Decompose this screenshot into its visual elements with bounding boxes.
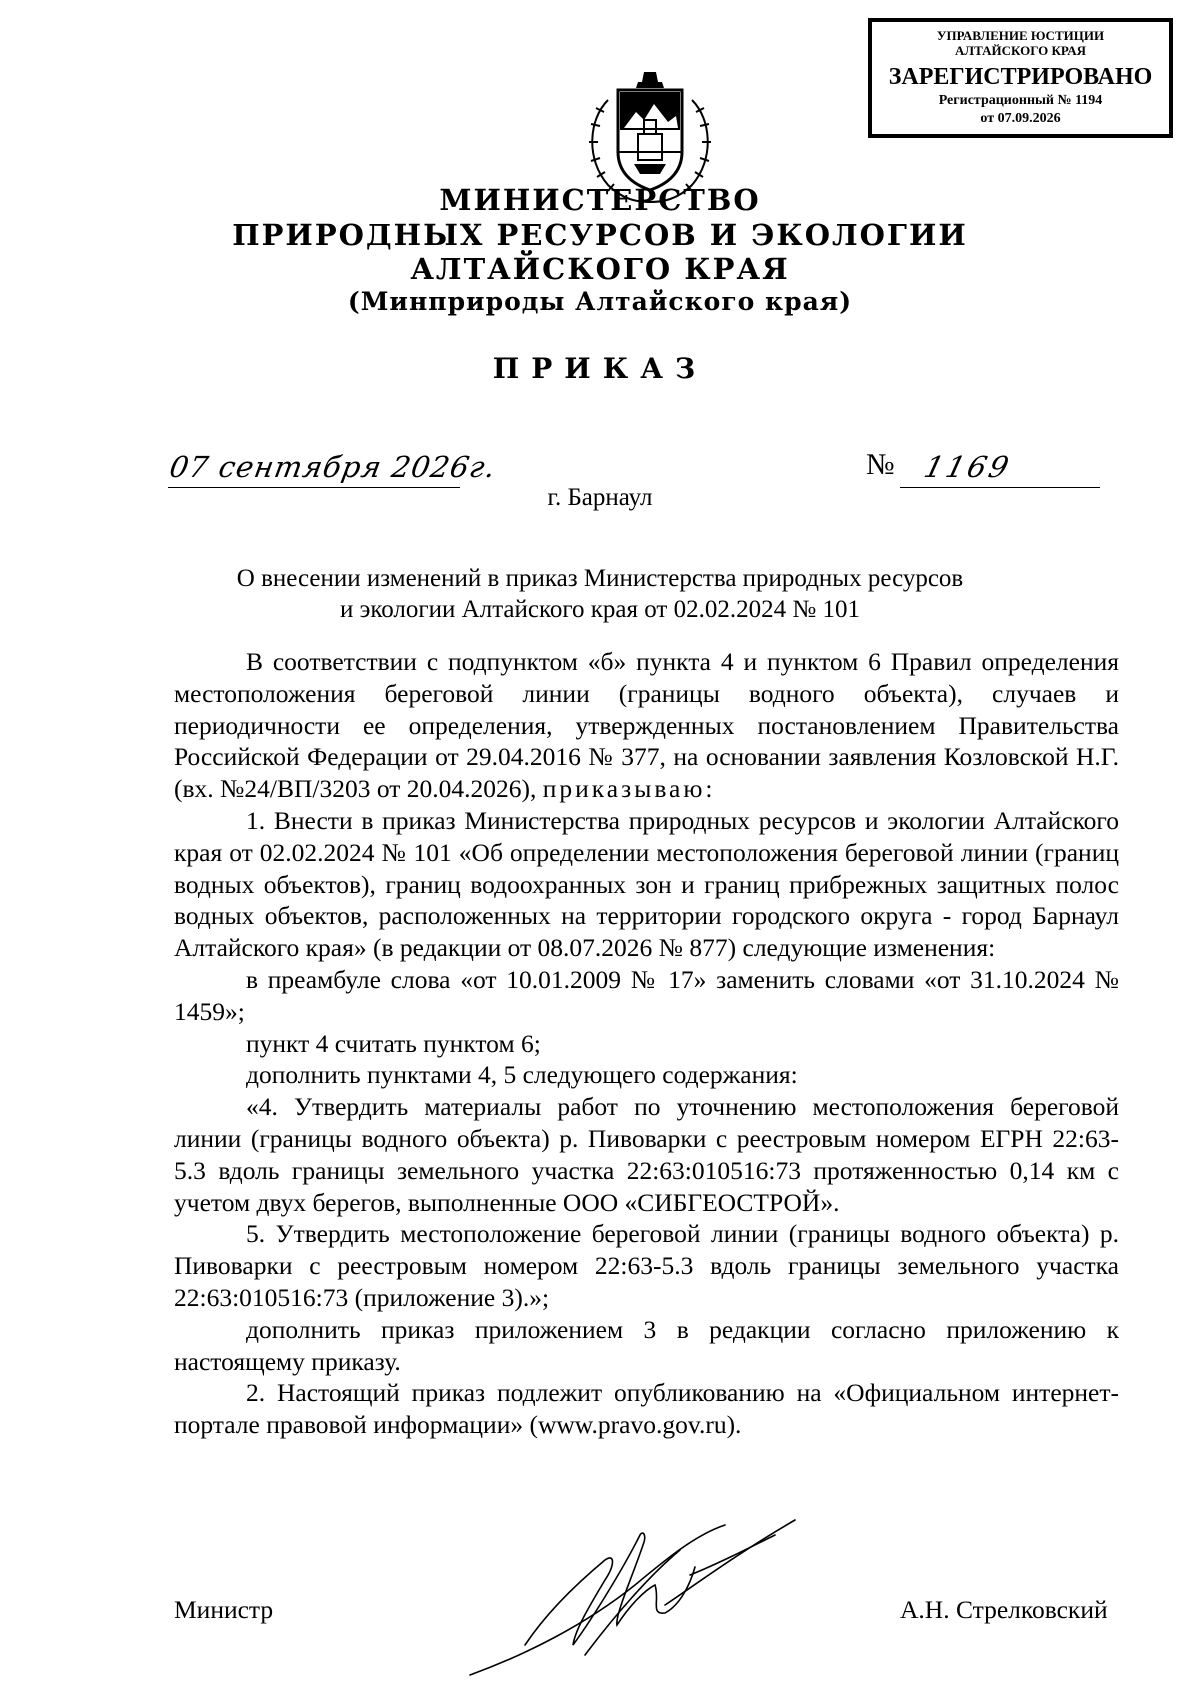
- subject-line1: О внесении изменений в приказ Министерства природных ресурсов: [236, 565, 964, 592]
- paragraph-preamble-change: в преамбуле слова «от 10.01.2009 № 17» заменить словами «от 31.10.2024 № 1459»;: [174, 964, 1119, 1026]
- document-type-title: ПРИКАЗ: [492, 352, 708, 385]
- signer-name: А.Н. Стрелковский: [900, 1595, 1108, 1624]
- stamp-status: ЗАРЕГИСТРИРОВАНО: [888, 64, 1153, 90]
- paragraph-add-items: дополнить пунктами 4, 5 следующего содержания:: [246, 1060, 798, 1090]
- ministry-title-line2: ПРИРОДНЫХ РЕСУРСОВ И ЭКОЛОГИИ: [232, 218, 968, 252]
- stamp-line2: АЛТАЙСКОГО КРАЯ: [955, 43, 1086, 58]
- registration-stamp: [868, 18, 1173, 138]
- handwritten-number: 1169: [920, 450, 1016, 484]
- ministry-title-line1: МИНИСТЕРСТВО: [439, 183, 761, 217]
- intro-text: В соответствии с подпунктом «б» пункта 4 и пунктом 6 Правил определения местоположения береговой линии (границы водного объекта), случаев и периодичности ее определения, утвержденных постановлением Правительства Российской Федерации от 29.04.2016 № 377, на основании заявления Козловской Н.Г. (вх. №24/ВП/3203 от 20.04.2026),: [174, 647, 1119, 804]
- order-body: [174, 646, 1119, 1441]
- subject-line2: и экологии Алтайского края от 02.02.2024 № 101: [340, 596, 860, 623]
- order-subject: [0, 563, 1200, 625]
- handwritten-date: 07 сентября 2026г.: [167, 450, 499, 484]
- order-colon: :: [705, 774, 713, 804]
- city: г. Барнаул: [547, 484, 653, 511]
- number-label: №: [866, 448, 895, 481]
- ministry-short-name: (Минприроды Алтайского края): [347, 287, 853, 316]
- paragraph-2: 2. Настоящий приказ подлежит опубликованию на «Официальном интернет-портале правовой информации» (www.pravo.gov.ru).: [174, 1378, 1119, 1440]
- intro-paragraph: [174, 646, 1119, 805]
- paragraph-add-appendix: дополнить приказ приложением 3 в редакции согласно приложению к настоящему приказу.: [174, 1314, 1119, 1376]
- order-word: приказываю: [542, 774, 706, 804]
- paragraph-1: 1. Внести в приказ Министерства природных ресурсов и экологии Алтайского края от 02.02.2024 № 101 «Об определении местоположения береговой линии (границ водных объектов), границ водоохранных зон и границ прибрежных защитных полос водных объектов, расположенных на территории городского округа - город Барнаул Алтайского края» (в редакции от 08.07.2026 № 877) следующие изменения:: [174, 805, 1119, 963]
- handwritten-signature: [465, 1505, 805, 1685]
- ministry-title-line3: АЛТАЙСКОГО КРАЯ: [410, 252, 790, 286]
- paragraph-item-4: «4. Утвердить материалы работ по уточнению местоположения береговой линии (границы водного объекта) р. Пивоварки с реестровым номером ЕГРН 22:63-5.3 вдоль границы земельного участка 22:63:010516:73 протяженностью 0,14 км с учетом двух берегов, выполненные ООО «СИБГЕОСТРОЙ».: [174, 1092, 1119, 1217]
- paragraph-item-5: 5. Утвердить местоположение береговой линии (границы водного объекта) р. Пивоварки с реестровым номером 22:63-5.3 вдоль границы земельного участка 22:63:010516:73 (приложение 3).»;: [174, 1219, 1119, 1312]
- stamp-reg-number: Регистрационный № 1194: [938, 93, 1103, 108]
- signer-position: Министр: [174, 1595, 274, 1624]
- stamp-line1: УПРАВЛЕНИЕ ЮСТИЦИИ: [936, 28, 1105, 43]
- paragraph-renumber: пункт 4 считать пунктом 6;: [246, 1028, 541, 1058]
- stamp-reg-date: от 07.09.2026: [980, 111, 1061, 126]
